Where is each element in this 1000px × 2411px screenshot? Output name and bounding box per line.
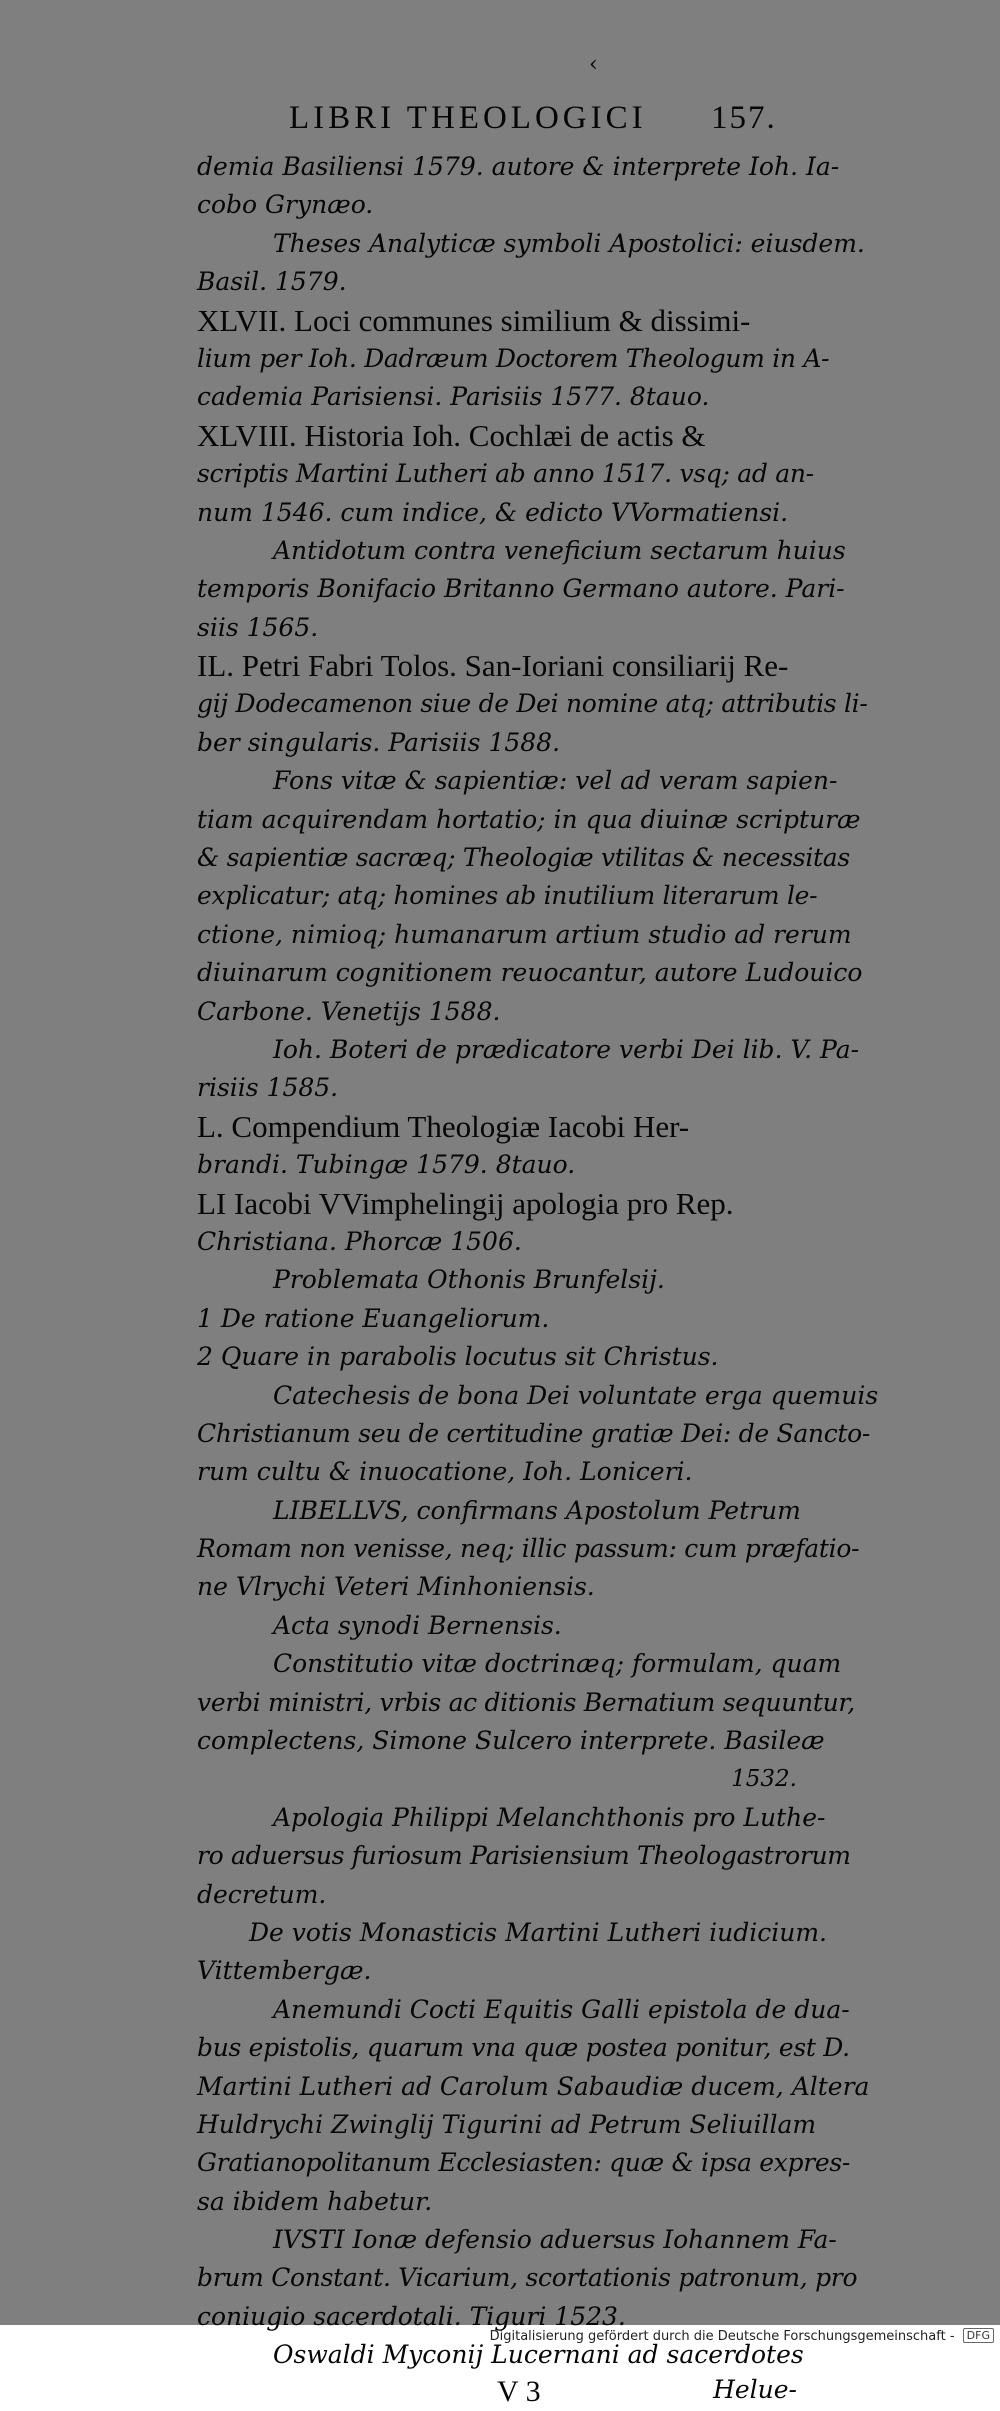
signature-mark: V 3 <box>497 2374 541 2408</box>
running-title: LIBRI THEOLOGICI <box>289 100 647 136</box>
text-line: Gratianopolitanum Ecclesiasten: quæ & ipsa expres- <box>197 2148 851 2178</box>
text-line: Catechesis de bona Dei voluntate erga quemuis <box>273 1380 879 1410</box>
text-line: risiis 1585. <box>197 1073 339 1103</box>
page-footer <box>197 2375 797 2411</box>
text-line: diuinarum cognitionem reuocantur, autore Ludouico <box>197 958 863 988</box>
catchword: Helue- <box>713 2374 797 2404</box>
text-line: Ioh. Boteri de prædicatore verbi Dei lib. V. Pa- <box>273 1034 860 1064</box>
text-line: sa ibidem habetur. <box>197 2186 433 2216</box>
page-mark: ‹ <box>589 52 598 77</box>
text-line: lium per Ioh. Dadræum Doctorem Theologum in A- <box>197 343 830 373</box>
text-line: Oswaldi Myconij Lucernani ad sacerdotes <box>273 2340 804 2370</box>
text-line: Carbone. Venetijs 1588. <box>197 996 501 1026</box>
text-line: Constitutio vitæ doctrinæq; formulam, quam <box>273 1649 842 1679</box>
book-page <box>197 52 879 2411</box>
text-line: num 1546. cum indice, & edicto VVormatiensi. <box>197 497 789 527</box>
text-line: scriptis Martini Lutheri ab anno 1517. vsq; ad an- <box>197 459 814 489</box>
text-line: ber singularis. Parisiis 1588. <box>197 727 561 757</box>
page-header <box>197 52 797 148</box>
text-line: Vittembergæ. <box>197 1956 372 1986</box>
text-line: complectens, Simone Sulcero interprete. Basileæ <box>197 1726 825 1756</box>
text-line: 2 Quare in parabolis locutus sit Christus. <box>197 1342 719 1372</box>
text-line: temporis Bonifacio Britanno Germano autore. Pari- <box>197 574 845 604</box>
text-line: Problemata Othonis Brunfelsij. <box>273 1265 665 1295</box>
text-line: IVSTI Ionæ defensio aduersus Iohannem Fa- <box>273 2225 837 2255</box>
text-line: Christiana. Phorcæ 1506. <box>197 1226 522 1256</box>
text-line: Martini Lutheri ad Carolum Sabaudiæ ducem, Altera <box>197 2071 870 2101</box>
text-line: demia Basiliensi 1579. autore & interprete Ioh. Ia- <box>197 152 840 181</box>
text-line: tiam acquirendam hortatio; in qua diuinæ scripturæ <box>197 804 861 834</box>
text-line: brandi. Tubingæ 1579. 8tauo. <box>197 1150 576 1180</box>
text-line: coniugio sacerdotali. Tiguri 1523. <box>197 2301 626 2331</box>
text-line: brum Constant. Vicarium, scortationis patronum, pro <box>197 2263 858 2293</box>
text-line: verbi ministri, vrbis ac ditionis Bernatium sequuntur, <box>197 1687 855 1717</box>
text-body <box>197 148 879 2375</box>
text-line: rum cultu & inuocatione, Ioh. Loniceri. <box>197 1457 693 1487</box>
entry-heading: XLVII. Loci communes similium & dissimi- <box>197 302 751 338</box>
text-line: Apologia Philippi Melanchthonis pro Luthe- <box>273 1802 826 1832</box>
page-number: 157. <box>711 100 777 136</box>
text-line: cademia Parisiensi. Parisiis 1577. 8tauo. <box>197 382 710 412</box>
text-line: ro aduersus furiosum Parisiensium Theologastrorum <box>197 1841 851 1871</box>
text-line: siis 1565. <box>197 612 319 642</box>
dfg-logo-icon: DFG <box>963 2328 994 2343</box>
text-line: Acta synodi Bernensis. <box>273 1610 562 1640</box>
text-line: cobo Grynæo. <box>197 190 374 220</box>
text-line: De votis Monasticis Martini Lutheri iudicium. <box>249 1917 828 1947</box>
text-line: Antidotum contra veneficium sectarum huius <box>273 535 846 565</box>
text-line: Christianum seu de certitudine gratiæ Dei: de Sancto- <box>197 1418 871 1448</box>
text-line: Anemundi Cocti Equitis Galli epistola de dua- <box>273 1994 850 2024</box>
text-line: bus epistolis, quarum vna quæ postea ponitur, est D. <box>197 2033 850 2063</box>
text-line: ne Vlrychi Veteri Minhoniensis. <box>197 1572 595 1602</box>
entry-heading: XLVIII. Historia Ioh. Cochlæi de actis & <box>197 417 706 453</box>
entry-heading: L. Compendium Theologiæ Iacobi Her- <box>197 1108 690 1144</box>
text-line: Huldrychi Zwinglij Tigurini ad Petrum Seliuillam <box>197 2109 817 2139</box>
text-line: Theses Analyticæ symboli Apostolici: eiusdem. <box>273 228 865 258</box>
digitization-credit <box>0 2328 994 2344</box>
credit-text: Digitalisierung gefördert durch die Deutsche Forschungsgemeinschaft - <box>489 2329 955 2344</box>
entry-heading: LI Iacobi VVimphelingij apologia pro Rep. <box>197 1185 734 1221</box>
text-line: Fons vitæ & sapientiæ: vel ad veram sapien- <box>273 766 838 796</box>
text-line: ctione, nimioq; humanarum artium studio ad rerum <box>197 919 852 949</box>
text-line: 1 De ratione Euangeliorum. <box>197 1303 550 1333</box>
text-line: LIBELLVS, confirmans Apostolum Petrum <box>273 1495 801 1525</box>
text-line: Basil. 1579. <box>197 267 347 297</box>
text-line: gij Dodecamenon siue de Dei nomine atq; attributis li- <box>197 689 868 719</box>
entry-heading: IL. Petri Fabri Tolos. San-Ioriani consiliarij Re- <box>197 648 789 684</box>
text-line: & sapientiæ sacræq; Theologiæ vtilitas & necessitas <box>197 843 850 873</box>
text-line: decretum. <box>197 1879 327 1909</box>
text-line: Romam non venisse, neq; illic passum: cum præfatio- <box>197 1534 860 1564</box>
text-line: explicatur; atq; homines ab inutilium literarum le- <box>197 881 818 911</box>
text-line: 1532. <box>731 1766 797 1793</box>
